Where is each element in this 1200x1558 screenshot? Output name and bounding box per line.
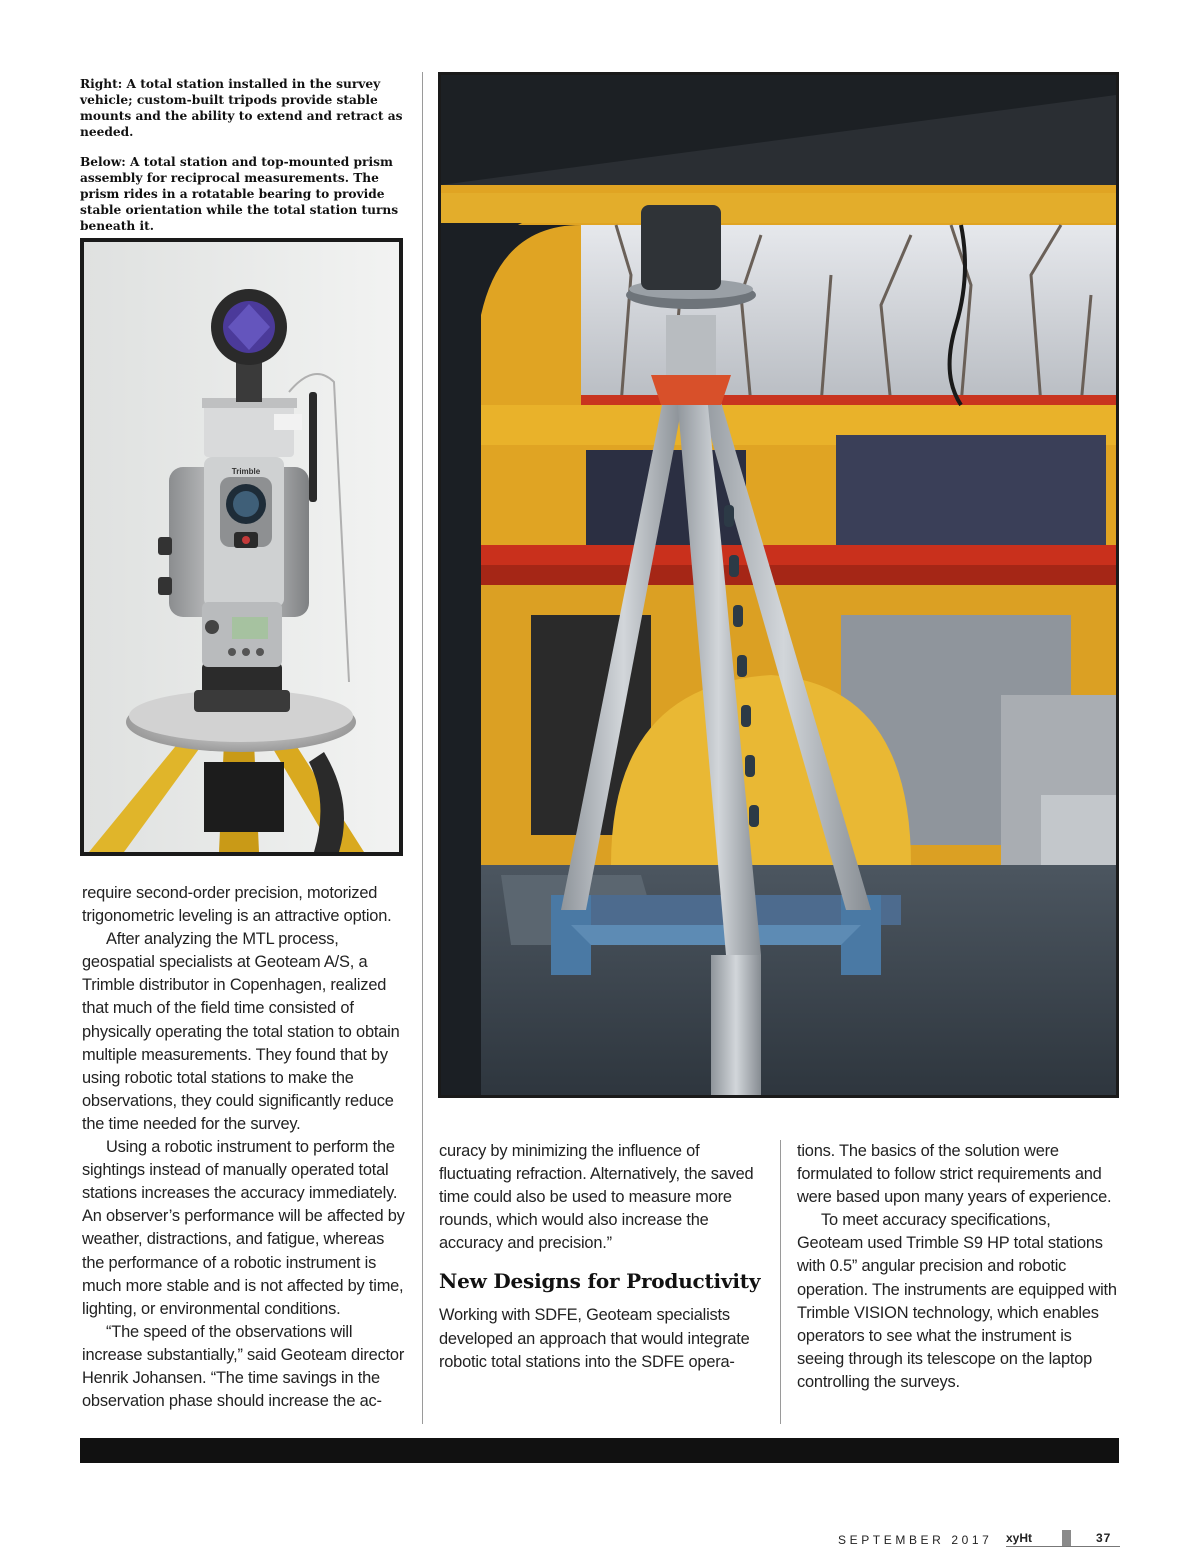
paragraph: “The speed of the observations will increase substantially,” said Geoteam director Henrik Johansen. “The time savings in the observation phase should increase the ac- [82, 1322, 405, 1411]
survey-vehicle-illustration [441, 75, 1116, 1095]
section-heading: New Designs for Productivity [439, 1269, 761, 1294]
article-column-1 [82, 882, 408, 1413]
page-folio [838, 1530, 1120, 1550]
folio-rule [1006, 1546, 1120, 1547]
magazine-name: xyHt [1006, 1531, 1033, 1545]
total-station-photo [80, 238, 403, 856]
column-rule-1 [422, 72, 423, 1424]
article-column-2 [439, 1140, 761, 1374]
paragraph: Working with SDFE, Geoteam specialists developed an approach that would integrate robotic total stations into the SDFE opera- [439, 1306, 750, 1371]
column-rule-2 [780, 1140, 781, 1424]
photo-captions [80, 76, 406, 248]
caption-right: Right: A total station installed in the survey vehicle; custom-built tripods provide stable mounts and the ability to extend and retract as needed. [80, 77, 403, 139]
survey-vehicle-photo [438, 72, 1119, 1098]
issue-date: SEPTEMBER 2017 [838, 1533, 993, 1547]
folio-marker [1062, 1530, 1071, 1546]
article-column-3 [797, 1140, 1119, 1394]
caption-below: Below: A total station and top-mounted prism assembly for reciprocal measurements. The prism rides in a rotatable bearing to provide stable orientation while the total station turns beneath it. [80, 155, 399, 233]
brand-label: Trimble [231, 467, 261, 476]
paragraph: curacy by minimizing the influence of fluctuating refraction. Alternatively, the saved time could also be used to measure more rounds, which would also increase the accuracy and precision.” [439, 1142, 754, 1253]
total-station-illustration [84, 242, 399, 852]
paragraph: After analyzing the MTL process, geospatial specialists at Geoteam A/S, a Trimble distributor in Copenhagen, realized that much of the field time consisted of physically operating the total station to obtain multiple measurements. They found that by using robotic total stations to make the observations, they could significantly reduce the time needed for the survey. [82, 930, 400, 1133]
page-number: 37 [1096, 1531, 1112, 1545]
footer-bar [80, 1438, 1119, 1463]
paragraph: tions. The basics of the solution were formulated to follow strict requirements and were based upon many years of experience. [797, 1142, 1112, 1207]
paragraph: To meet accuracy specifications, Geoteam used Trimble S9 HP total stations with 0.5” angular precision and robotic operation. The instruments are equipped with Trimble VISION technology, which enables operators to see what the instrument is seeing through its telescope on the laptop controlling the surveys. [797, 1211, 1117, 1391]
paragraph: Using a robotic instrument to perform the sightings instead of manually operated total stations increases the accuracy immediately. An observer’s performance will be affected by weather, distractions, and fatigue, whereas the performance of a robotic instrument is much more stable and is not affected by time, lighting, or environmental conditions. [82, 1138, 405, 1318]
paragraph: require second-order precision, motorized trigonometric leveling is an attractive option. [82, 884, 392, 926]
